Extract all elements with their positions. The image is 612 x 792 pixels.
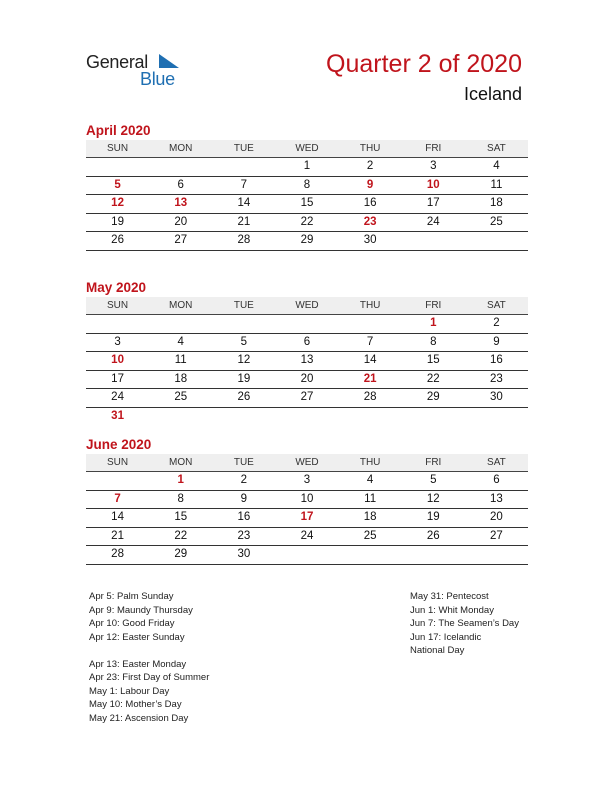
holiday-note: Apr 23: First Day of Summer xyxy=(89,672,210,683)
day-cell: 10 xyxy=(111,354,124,366)
empty-day-cell xyxy=(86,158,149,176)
week-row xyxy=(86,315,528,334)
weekday-label: MON xyxy=(169,143,193,154)
empty-day-cell xyxy=(339,408,402,426)
day-cell: 27 xyxy=(174,234,188,246)
holiday-note: May 1: Labour Day xyxy=(89,685,170,697)
empty-day-cell xyxy=(402,408,465,426)
day-cell: 9 xyxy=(240,492,248,505)
day-cell: 5 xyxy=(430,474,437,486)
logo-general-text: General xyxy=(86,52,148,72)
day-cell: 21 xyxy=(363,372,377,385)
empty-day-cell xyxy=(212,158,275,176)
week-row xyxy=(86,389,528,408)
day-cell: 13 xyxy=(174,197,188,209)
day-cell: 31 xyxy=(111,409,124,422)
day-cell: 21 xyxy=(111,529,124,542)
empty-day-cell xyxy=(275,408,338,426)
day-cell: 30 xyxy=(237,548,251,560)
empty-day-cell xyxy=(465,232,528,250)
weekday-label: SAT xyxy=(487,457,506,468)
day-cell: 22 xyxy=(300,215,314,228)
day-cell: 17 xyxy=(426,197,440,209)
weekday-label: THU xyxy=(359,143,381,154)
day-cell: 29 xyxy=(174,548,188,560)
empty-day-cell xyxy=(86,472,149,490)
day-cell: 26 xyxy=(237,391,251,403)
empty-day-cell xyxy=(86,315,149,333)
day-cell: 5 xyxy=(114,178,121,191)
day-cell: 16 xyxy=(237,511,251,523)
day-cell: 24 xyxy=(426,215,440,228)
day-cell: 1 xyxy=(303,160,311,172)
day-cell: 11 xyxy=(490,178,503,191)
weekday-header xyxy=(86,140,528,158)
day-cell: 21 xyxy=(237,215,251,228)
weekday-label: THU xyxy=(359,457,381,468)
weekday-label: TUE xyxy=(233,300,254,311)
weekday-label: WED xyxy=(295,300,319,311)
empty-day-cell xyxy=(465,408,528,426)
empty-day-cell xyxy=(275,546,338,564)
month-grid xyxy=(86,472,528,565)
day-cell: 7 xyxy=(366,335,374,348)
day-cell: 8 xyxy=(430,335,437,348)
week-row xyxy=(86,408,528,426)
day-cell: 23 xyxy=(237,529,251,542)
day-cell: 2 xyxy=(366,160,374,172)
day-cell: 18 xyxy=(490,197,503,209)
holiday-note: Jun 17: Icelandic xyxy=(410,631,482,643)
holiday-note: Jun 1: Whit Monday xyxy=(410,604,494,616)
day-cell: 6 xyxy=(177,178,184,191)
weekday-label: SAT xyxy=(487,143,506,154)
day-cell: 26 xyxy=(426,529,440,542)
day-cell: 25 xyxy=(174,391,188,403)
week-row xyxy=(86,177,528,196)
weekday-label: FRI xyxy=(425,143,442,154)
weekday-label: THU xyxy=(359,300,381,311)
empty-day-cell xyxy=(339,315,402,333)
holiday-note: May 21: Ascension Day xyxy=(89,712,189,724)
day-cell: 23 xyxy=(363,215,377,228)
day-cell: 11 xyxy=(364,492,377,505)
day-cell: 6 xyxy=(303,335,311,348)
logo-blue-text: Blue xyxy=(140,69,175,89)
day-cell: 14 xyxy=(363,354,377,366)
day-cell: 27 xyxy=(490,529,503,542)
week-row xyxy=(86,334,528,353)
holiday-note: Apr 9: Maundy Thursday xyxy=(89,604,193,616)
day-cell: 16 xyxy=(490,354,503,366)
day-cell: 10 xyxy=(300,492,314,505)
day-cell: 7 xyxy=(240,178,248,191)
day-cell: 7 xyxy=(114,492,121,505)
day-cell: 4 xyxy=(493,160,500,172)
day-cell: 29 xyxy=(426,391,440,403)
empty-day-cell xyxy=(402,232,465,250)
week-row xyxy=(86,352,528,371)
day-cell: 29 xyxy=(300,234,314,246)
spacer xyxy=(89,644,209,658)
month-title: April 2020 xyxy=(86,123,151,138)
day-cell: 18 xyxy=(363,511,377,523)
weekday-label: MON xyxy=(169,457,193,468)
day-cell: 19 xyxy=(426,511,440,523)
day-cell: 22 xyxy=(426,372,440,385)
week-row xyxy=(86,509,528,528)
day-cell: 15 xyxy=(300,197,314,209)
day-cell: 19 xyxy=(237,372,251,385)
weekday-label: WED xyxy=(295,143,319,154)
day-cell: 10 xyxy=(426,178,440,191)
weekday-label: TUE xyxy=(233,457,254,468)
week-row xyxy=(86,195,528,214)
day-cell: 17 xyxy=(111,372,124,385)
day-cell: 19 xyxy=(111,215,124,228)
holiday-note: National Day xyxy=(410,645,465,656)
day-cell: 25 xyxy=(363,529,377,542)
day-cell: 24 xyxy=(111,391,124,403)
month-may xyxy=(86,279,528,425)
week-row xyxy=(86,472,528,491)
day-cell: 28 xyxy=(237,234,251,246)
empty-day-cell xyxy=(212,315,275,333)
empty-day-cell xyxy=(149,158,212,176)
day-cell: 28 xyxy=(111,548,124,560)
holiday-note: Apr 13: Easter Monday xyxy=(89,658,187,670)
weekday-label: WED xyxy=(295,457,319,468)
week-row xyxy=(86,528,528,547)
holiday-list-left xyxy=(89,590,209,725)
day-cell: 2 xyxy=(493,317,500,329)
holiday-note: May 10: Mother’s Day xyxy=(89,699,182,710)
day-cell: 17 xyxy=(300,511,314,523)
weekday-header xyxy=(86,454,528,472)
day-cell: 8 xyxy=(303,178,311,191)
day-cell: 20 xyxy=(490,511,503,523)
day-cell: 23 xyxy=(490,372,503,385)
empty-day-cell xyxy=(275,315,338,333)
weekday-label: SUN xyxy=(107,300,129,311)
holiday-list-right xyxy=(410,590,519,658)
day-cell: 15 xyxy=(426,354,440,366)
day-cell: 30 xyxy=(490,391,503,403)
week-row xyxy=(86,491,528,510)
day-cell: 4 xyxy=(366,474,374,486)
weekday-label: SAT xyxy=(487,300,506,311)
month-grid xyxy=(86,158,528,251)
country-name: Iceland xyxy=(463,84,522,104)
weekday-label: SUN xyxy=(107,457,129,468)
page-title: Quarter 2 of 2020 xyxy=(326,50,522,78)
day-cell: 12 xyxy=(111,197,124,209)
holiday-note: Jun 7: The Seamen’s Day xyxy=(410,618,519,629)
holiday-note: Apr 12: Easter Sunday xyxy=(89,631,185,643)
day-cell: 3 xyxy=(430,160,437,172)
day-cell: 20 xyxy=(300,372,314,385)
day-cell: 12 xyxy=(426,492,440,505)
month-title: May 2020 xyxy=(86,280,147,295)
day-cell: 1 xyxy=(430,317,437,329)
day-cell: 15 xyxy=(174,511,188,523)
week-row xyxy=(86,371,528,390)
day-cell: 12 xyxy=(237,354,251,366)
empty-day-cell xyxy=(149,315,212,333)
logo-flag-icon xyxy=(159,54,179,68)
month-april xyxy=(86,122,528,251)
day-cell: 3 xyxy=(303,474,311,486)
day-cell: 28 xyxy=(363,391,377,403)
week-row xyxy=(86,546,528,565)
day-cell: 3 xyxy=(114,335,121,348)
weekday-header xyxy=(86,297,528,315)
day-cell: 8 xyxy=(177,492,184,505)
week-row xyxy=(86,158,528,177)
week-row xyxy=(86,232,528,251)
day-cell: 14 xyxy=(111,511,124,523)
empty-day-cell xyxy=(212,408,275,426)
empty-day-cell xyxy=(339,546,402,564)
day-cell: 25 xyxy=(490,215,503,228)
holiday-note: Apr 5: Palm Sunday xyxy=(89,591,174,602)
day-cell: 27 xyxy=(300,391,314,403)
day-cell: 9 xyxy=(493,335,500,348)
day-cell: 18 xyxy=(174,372,188,385)
day-cell: 11 xyxy=(174,354,187,366)
month-grid xyxy=(86,315,528,425)
month-title: June 2020 xyxy=(86,437,152,452)
day-cell: 5 xyxy=(240,335,248,348)
week-row xyxy=(86,214,528,233)
day-cell: 13 xyxy=(490,492,503,505)
weekday-label: FRI xyxy=(425,300,442,311)
day-cell: 9 xyxy=(366,178,374,191)
month-june xyxy=(86,436,528,565)
empty-day-cell xyxy=(149,408,212,426)
day-cell: 24 xyxy=(300,529,314,542)
empty-day-cell xyxy=(465,546,528,564)
day-cell: 26 xyxy=(111,234,124,246)
holiday-note: May 31: Pentecost xyxy=(410,591,489,602)
empty-day-cell xyxy=(402,546,465,564)
weekday-label: SUN xyxy=(107,143,129,154)
day-cell: 16 xyxy=(363,197,377,209)
day-cell: 30 xyxy=(363,234,377,246)
weekday-label: TUE xyxy=(233,143,254,154)
day-cell: 20 xyxy=(174,215,188,228)
logo xyxy=(86,52,196,92)
day-cell: 22 xyxy=(174,529,188,542)
day-cell: 4 xyxy=(177,335,184,348)
holiday-note: Apr 10: Good Friday xyxy=(89,618,175,629)
weekday-label: FRI xyxy=(425,457,442,468)
day-cell: 1 xyxy=(177,474,184,486)
day-cell: 6 xyxy=(493,474,500,486)
day-cell: 13 xyxy=(300,354,314,366)
day-cell: 14 xyxy=(237,197,251,209)
day-cell: 2 xyxy=(240,474,248,486)
weekday-label: MON xyxy=(169,300,193,311)
